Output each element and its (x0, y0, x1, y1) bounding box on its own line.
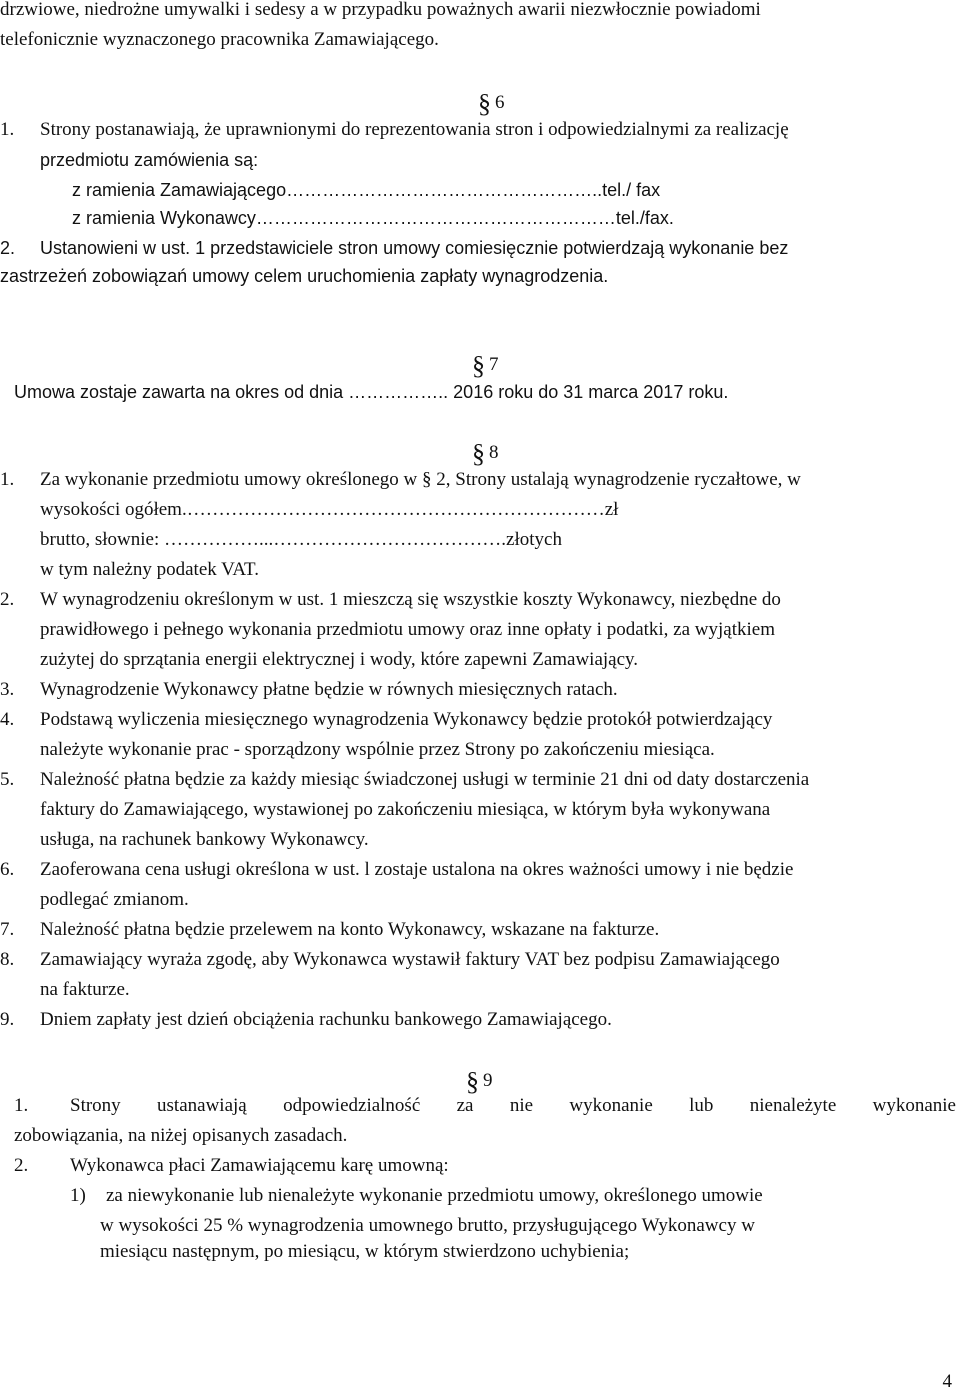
section-number: 6 (495, 92, 505, 113)
item-number: 2. (0, 589, 15, 610)
text-line: Strony ustanawiają odpowiedzialność za nie wykonanie lub nienależyte wykonanie (70, 1095, 956, 1116)
section-heading-7 (472, 350, 499, 380)
text-line: za niewykonanie lub nienależyte wykonanie przedmiotu umowy, określonego umowie (106, 1185, 763, 1206)
text-line: Umowa zostaje zawarta na okres od dnia …………….. 2016 roku do 31 marca 2017 roku. (14, 382, 729, 402)
text-line: wysokości ogółem.…………………………………………………………zł (40, 499, 619, 520)
text-line: Należność płatna będzie za każdy miesiąc świadczonej usługi w terminie 21 dni od daty dostarczenia (40, 769, 810, 790)
text-line: Zaoferowana cena usługi określona w ust. l zostaje ustalona na okres ważności umowy i nie będzie (40, 859, 794, 880)
item-number: 2. (14, 1155, 29, 1176)
text-line: Za wykonanie przedmiotu umowy określonego w § 2, Strony ustalają wynagrodzenie ryczałtowe, w (40, 469, 801, 490)
section-sign: § (478, 89, 491, 118)
representative-zamawiajacy: z ramienia Zamawiającego……………………………………………..tel./ fax (72, 180, 661, 200)
text-line: Wynagrodzenie Wykonawcy płatne będzie w równych miesięcznych ratach. (40, 679, 618, 700)
text-line: Zamawiający wyraża zgodę, aby Wykonawca wystawił faktury VAT bez podpisu Zamawiającego (40, 949, 780, 970)
item-number: 3. (0, 679, 15, 700)
text-line: na fakturze. (40, 979, 130, 1000)
section-sign: § (466, 1067, 479, 1096)
section-heading-8 (472, 438, 499, 468)
item-number: 1. (0, 469, 15, 490)
text-line: podlegać zmianom. (40, 889, 189, 910)
item-number: 4. (0, 709, 15, 730)
text-line: należyte wykonanie prac - sporządzony wspólnie przez Strony po zakończeniu miesiąca. (40, 739, 715, 760)
item-number: 9. (0, 1009, 15, 1030)
item-number: 8. (0, 949, 15, 970)
text-line: W wynagrodzeniu określonym w ust. 1 mieszczą się wszystkie koszty Wykonawcy, niezbędne do (40, 589, 781, 610)
section-heading-6 (478, 88, 505, 118)
section-heading-9 (466, 1066, 493, 1096)
text-line: w tym należny podatek VAT. (40, 559, 259, 580)
section-number: 8 (489, 442, 499, 463)
text-line: zużytej do sprzątania energii elektrycznej i wody, które zapewni Zamawiający. (40, 649, 639, 670)
text-line: Dniem zapłaty jest dzień obciążenia rachunku bankowego Zamawiającego. (40, 1009, 612, 1030)
page-number: 4 (942, 1371, 952, 1392)
text-line: zobowiązania, na niżej opisanych zasadach. (14, 1125, 348, 1146)
text-line: zastrzeżeń zobowiązań umowy celem uruchomienia zapłaty wynagrodzenia. (0, 266, 609, 286)
text-line: drzwiowe, niedrożne umywalki i sedesy a w przypadku poważnych awarii niezwłocznie powiadomi (0, 0, 761, 20)
section-sign: § (472, 439, 485, 468)
item-number: 6. (0, 859, 15, 880)
text-line: brutto, słownie: ……………...……………………………….złotych (40, 529, 562, 550)
item-number: 1. (0, 119, 15, 140)
item-number: 2. (0, 238, 16, 258)
representative-wykonawca: z ramienia Wykonawcy……………………………………………………tel./fax. (72, 208, 674, 228)
text-line: miesiącu następnym, po miesiącu, w którym stwierdzono uchybienia; (100, 1241, 630, 1262)
text-line: Podstawą wyliczenia miesięcznego wynagrodzenia Wykonawcy będzie protokół potwierdzający (40, 709, 773, 730)
subitem-number: 1) (70, 1185, 86, 1206)
text-line: faktury do Zamawiającego, wystawionej po zakończeniu miesiąca, w którym była wykonywana (40, 799, 771, 820)
text-line: Wykonawca płaci Zamawiającemu karę umowną: (70, 1155, 449, 1176)
text-line: Strony postanawiają, że uprawnionymi do reprezentowania stron i odpowiedzialnymi za realizację (40, 119, 789, 140)
text-line: prawidłowego i pełnego wykonania przedmiotu umowy oraz inne opłaty i podatki, za wyjątkiem (40, 619, 775, 640)
item-number: 5. (0, 769, 15, 790)
item-number: 1. (14, 1095, 29, 1116)
text-line: Ustanowieni w ust. 1 przedstawiciele stron umowy comiesięcznie potwierdzają wykonanie bez (40, 238, 789, 258)
item-number: 7. (0, 919, 15, 940)
text-line: usługa, na rachunek bankowy Wykonawcy. (40, 829, 369, 850)
section-sign: § (472, 351, 485, 380)
text-line: Należność płatna będzie przelewem na konto Wykonawcy, wskazane na fakturze. (40, 919, 660, 940)
text-line: przedmiotu zamówienia są: (40, 150, 259, 170)
text-line: w wysokości 25 % wynagrodzenia umownego brutto, przysługującego Wykonawcy w (100, 1215, 755, 1236)
section-number: 9 (483, 1070, 493, 1091)
section-number: 7 (489, 354, 499, 375)
text-line: telefonicznie wyznaczonego pracownika Zamawiającego. (0, 29, 439, 50)
